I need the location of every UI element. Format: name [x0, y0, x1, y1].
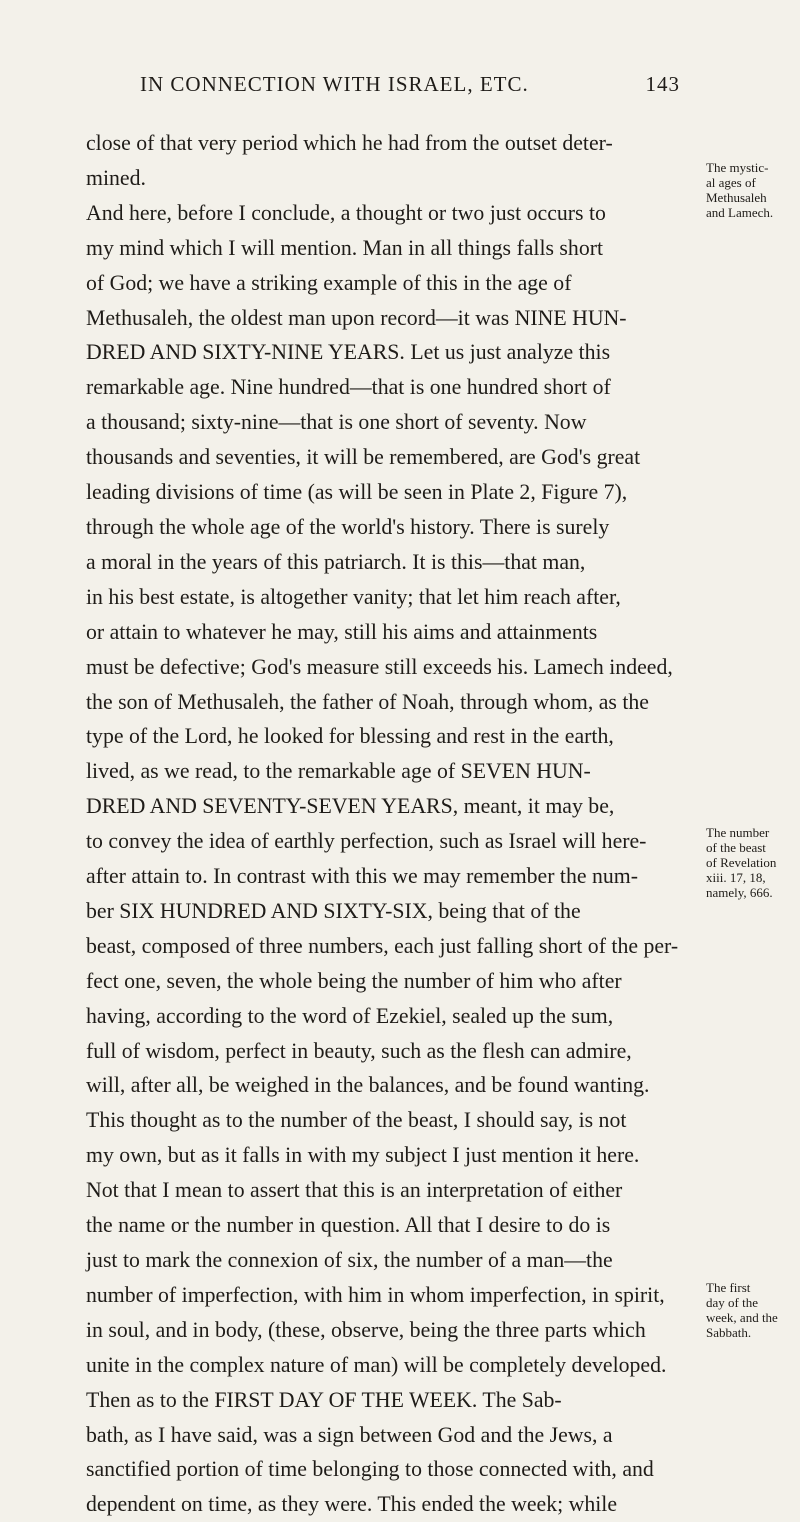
- page-number: 143: [645, 72, 680, 96]
- running-title: IN CONNECTION WITH ISRAEL, ETC.: [140, 72, 529, 96]
- margin-note-first-day: The first day of the week, and the Sabbath.: [706, 1280, 778, 1340]
- margin-note-number-of-beast: The number of the beast of Revelation xiii. 17, 18, namely, 666.: [706, 825, 777, 900]
- page-header: [140, 72, 680, 102]
- body-text: close of that very period which he had from the outset deter- mined. And here, before I conclude, a thought or two just occurs to my mind which I will mention. Man in all things falls short of God; we have a striking example of this in the age of Methusaleh, the oldest man upon record—it was NINE HUN- DRED AND SIXTY-NINE YEARS. Let us just analyze this remarkable age. Nine hundred—that is one hundred short of a thousand; sixty-nine—that is one short of seventy. Now thousands and seventies, it will be remembered, are God's great leading divisions of time (as will be seen in Plate 2, Figure 7), through the whole age of the world's history. There is surely a moral in the years of this patriarch. It is this—that man, in his best estate, is altogether vanity; that let him reach after, or attain to whatever he may, still his aims and attainments must be defective; God's measure still exceeds his. Lamech indeed, the son of Methusaleh, the father of Noah, through whom, as the type of the Lord, he looked for blessing and rest in the earth, lived, as we read, to the remarkable age of SEVEN HUN- DRED AND SEVENTY-SEVEN YEARS, meant, it may be, to convey the idea of earthly perfection, such as Israel will here- after attain to. In contrast with this we may remember the num- ber SIX HUNDRED AND SIXTY-SIX, being that of the beast, composed of three numbers, each just falling short of the per- fect one, seven, the whole being the number of him who after having, according to the word of Ezekiel, sealed up the sum, full of wisdom, perfect in beauty, such as the flesh can admire, will, after all, be weighed in the balances, and be found wanting. This thought as to the number of the beast, I should say, is not my own, but as it falls in with my subject I just mention it here. Not that I mean to assert that this is an interpretation of either the name or the number in question. All that I desire to do is just to mark the connexion of six, the number of a man—the number of imperfection, with him in whom imperfection, in spirit, in soul, and in body, (these, observe, being the three parts which unite in the complex nature of man) will be completely developed. Then as to the FIRST DAY OF THE WEEK. The Sab- bath, as I have said, was a sign between God and the Jews, a sanctified portion of time belonging to those connected with, and dependent on time, as they were. This ended the week; while: [86, 131, 679, 1517]
- margin-note-mystical-ages: The mystic- al ages of Methusaleh and Lamech.: [706, 160, 774, 220]
